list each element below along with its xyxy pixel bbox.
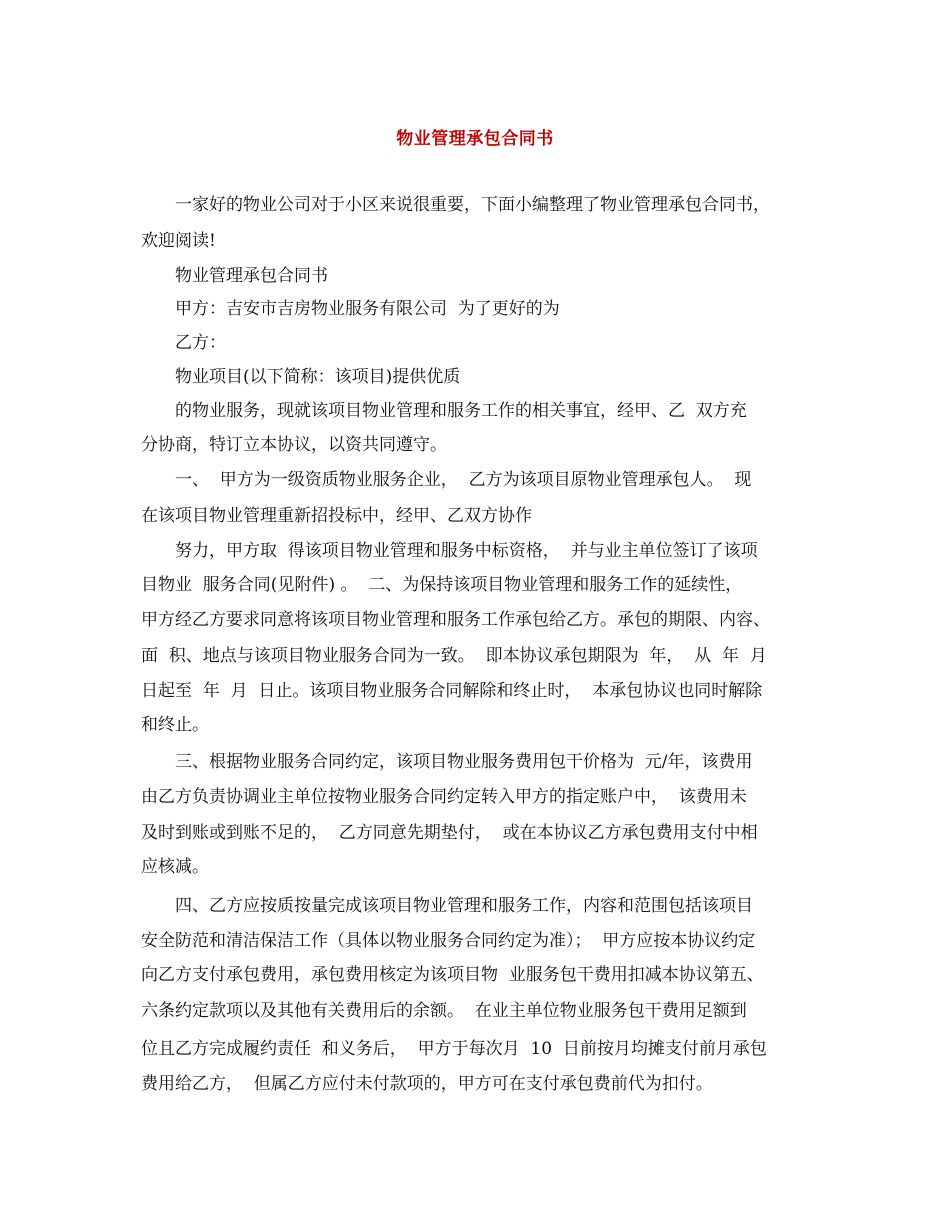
paragraph-line: 乙方：: [175, 333, 226, 353]
paragraph-line: 费用给乙方， 但属乙方应付未付款项的，甲方可在支付承包费前代为扣付。: [141, 1074, 713, 1094]
paragraph-line: 安全防范和清洁保洁工作（具体以物业服务合同约定为准）； 甲方应按本协议约定: [141, 931, 756, 951]
paragraph-line: 物业项目(以下简称：该项目)提供优质: [175, 367, 461, 387]
paragraph-line: 由乙方负责协调业主单位按物业服务合同约定转入甲方的指定账户中， 该费用未: [141, 787, 747, 807]
paragraph-line: 一家好的物业公司对于小区来说很重要，下面小编整理了物业管理承包合同书，: [175, 195, 770, 215]
paragraph-line: 甲方经乙方要求同意将该项目物业管理和服务工作承包给乙方。承包的期限、内容、: [141, 610, 770, 630]
paragraph-line: 目物业 服务合同(见附件) 。 二、为保持该项目物业管理和服务工作的延续性，: [141, 575, 743, 595]
paragraph-line: 努力，甲方取 得该项目物业管理和服务中标资格， 并与业主单位签订了该项: [175, 541, 758, 561]
paragraph-line: 的物业服务，现就该项目物业管理和服务工作的相关事宜，经甲、乙 双方充: [175, 401, 747, 421]
paragraph-line: 欢迎阅读!: [141, 231, 216, 251]
paragraph-line: 甲方：吉安市吉房物业服务有限公司 为了更好的为: [175, 299, 560, 319]
paragraph-line: 向乙方支付承包费用，承包费用核定为该项目物 业服务包干费用扣减本协议第五、: [141, 965, 764, 985]
paragraph-line: 物业管理承包合同书: [175, 266, 328, 286]
document-title: 物业管理承包合同书: [396, 129, 554, 149]
paragraph-line: 位且乙方完成履约责任 和义务后， 甲方于每次月 10 日前按月均摊支付前月承包: [141, 1039, 767, 1059]
paragraph-line: 六条约定款项以及其他有关费用后的余额。 在业主单位物业服务包干费用足额到: [141, 1001, 747, 1021]
paragraph-line: 一、 甲方为一级资质物业服务企业， 乙方为该项目原物业管理承包人。 现: [175, 470, 752, 490]
paragraph-line: 应核减。: [141, 857, 209, 877]
paragraph-line: 三、根据物业服务合同约定，该项目物业服务费用包干价格为 元/年，该费用: [175, 752, 753, 772]
paragraph-line: 和终止。: [141, 715, 209, 735]
paragraph-line: 四、乙方应按质按量完成该项目物业管理和服务工作，内容和范围包括该项目: [175, 896, 753, 916]
paragraph-line: 分协商，特订立本协议，以资共同遵守。: [141, 435, 447, 455]
paragraph-line: 及时到账或到账不足的， 乙方同意先期垫付， 或在本协议乙方承包费用支付中相: [141, 823, 758, 843]
paragraph-line: 面 积、地点与该项目物业服务合同为一致。 即本协议承包期限为 年， 从 年 月: [141, 646, 767, 666]
paragraph-line: 日起至 年 月 日止。该项目物业服务合同解除和终止时， 本承包协议也同时解除: [141, 681, 763, 701]
paragraph-line: 在该项目物业管理重新招投标中，经甲、乙双方协作: [141, 506, 532, 526]
